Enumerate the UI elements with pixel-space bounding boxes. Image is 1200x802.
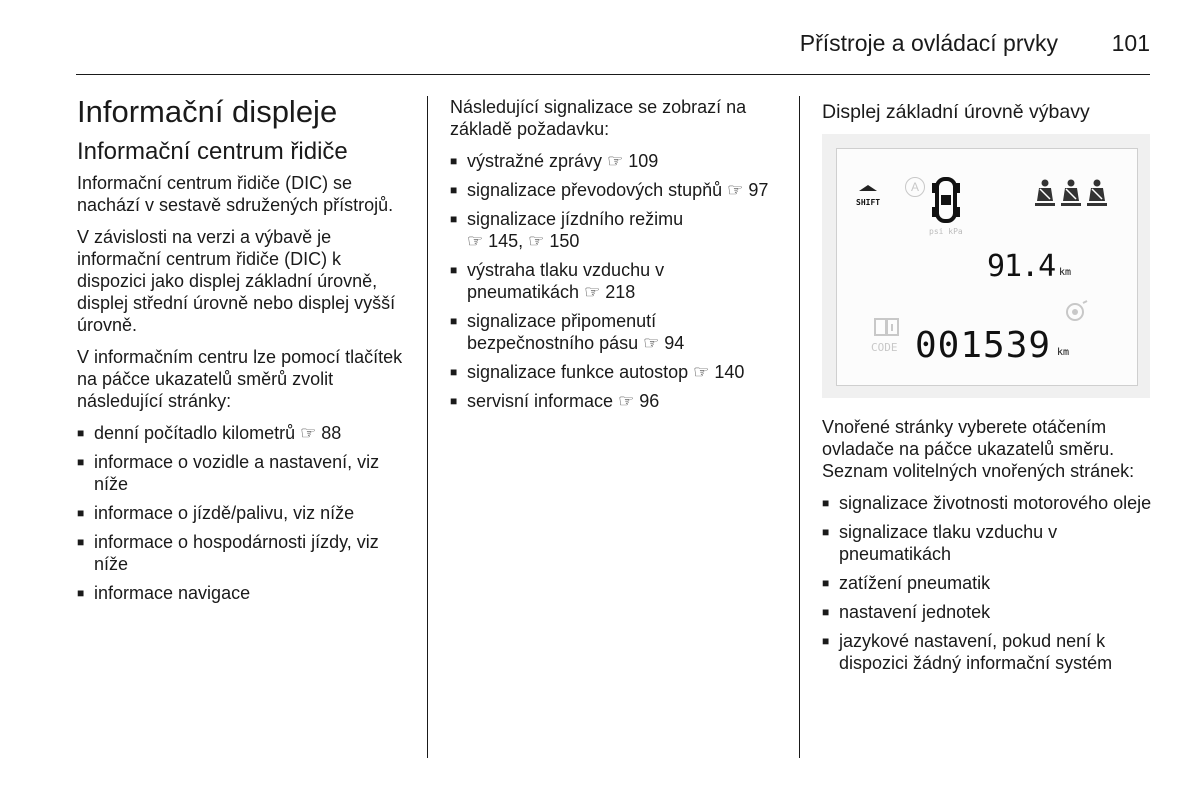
page-reference[interactable]: ☞ 109 [607,151,659,171]
paragraph: Informační centrum řidiče (DIC) se nachází v sestavě sdružených přístrojů. [77,173,394,215]
column-left [77,94,412,611]
page-reference[interactable]: ☞ 140 [693,362,745,382]
list-item: ■ zatížení pneumatik [822,572,1152,594]
list-item: ■ denní počítadlo kilometrů ☞ 88 [77,422,412,444]
info-book-icon [873,317,901,337]
page-reference[interactable]: ☞ 97 [727,180,769,200]
trip-unit: km [1059,267,1072,278]
list-item: ■ informace o jízdě/palivu, viz níže [77,502,412,524]
list-item: ■ jazykové nastavení, pokud není k dispozici žádný informační systém [822,630,1152,674]
dic-display-illustration [822,134,1150,398]
column-right-text [822,416,1152,681]
page-list [77,422,412,604]
shift-label: SHIFT [856,198,881,207]
page-reference[interactable]: ☞ 94 [643,333,685,353]
signal-list [450,150,780,412]
paragraph: Následující signalizace se zobrazí na základě požadavku: [450,97,747,139]
section-heading: Displej základní úrovně výbavy [822,101,1090,123]
list-item: ■ signalizace funkce autostop ☞ 140 [450,361,780,383]
column-divider-1 [427,96,428,758]
list-item: ■ výstražné zprávy ☞ 109 [450,150,780,172]
list-item: ■ informace navigace [77,582,412,604]
odometer-unit: km [1057,347,1070,358]
list-item: ■ signalizace životnosti motorového oleje [822,492,1152,514]
list-item: ■ signalizace převodových stupňů ☞ 97 [450,179,780,201]
list-item: ■ výstraha tlaku vzduchu v pneumatikách ☞ 218 [450,259,780,303]
page-reference[interactable]: ☞ 145, ☞ 150 [467,231,580,251]
lcd-screen [836,148,1138,386]
page-reference[interactable]: ☞ 88 [300,423,342,443]
running-header-title: Přístroje a ovládací prvky [799,30,1058,56]
paragraph: V informačním centru lze pomocí tlačítek na páčce ukazatelů směrů zvolit následující stránky: [77,347,403,411]
subsection-heading: Informační centrum řidiče [77,138,348,165]
column-middle [450,96,780,419]
paragraph: Vnořené stránky vyberete otáčením ovladače na páčce ukazatelů směru. Seznam volitelných vnořených stránek: [822,417,1135,481]
page-reference[interactable]: ☞ 96 [618,391,660,411]
header-rule [76,74,1150,75]
code-label: CODE [871,341,898,354]
odometer-value: 001539 [915,325,1052,366]
column-divider-2 [799,96,800,758]
seatbelt-reminder-icon [1033,179,1109,209]
section-heading: Informační displeje [77,94,338,129]
page-reference[interactable]: ☞ 218 [584,282,636,302]
list-item: ■ informace o vozidle a nastavení, viz níže [77,451,412,495]
list-item: ■ servisní informace ☞ 96 [450,390,780,412]
psi-kpa-label: psi kPa [929,227,963,236]
list-item: ■ nastavení jednotek [822,601,1152,623]
service-indicator-icon [1065,299,1091,323]
autostop-indicator-icon: A [905,177,925,197]
tyre-pressure-car-icon [932,175,960,225]
list-item: ■ signalizace jízdního režimu ☞ 145, ☞ 150 [450,208,780,252]
list-item: ■ informace o hospodárnosti jízdy, viz níže [77,531,412,575]
paragraph: V závislosti na verzi a výbavě je informační centrum řidiče (DIC) k dispozici jako displej základní úrovně, displej střední úrovně nebo displej vyšší úrovně. [77,227,396,335]
list-item: ■ signalizace tlaku vzduchu v pneumatikách [822,521,1152,565]
subpage-list [822,492,1152,674]
trip-value: 91.4 [987,249,1056,284]
column-right [822,100,1152,138]
list-item: ■ signalizace připomenutí bezpečnostního pásu ☞ 94 [450,310,780,354]
page-number: 101 [1111,30,1150,56]
